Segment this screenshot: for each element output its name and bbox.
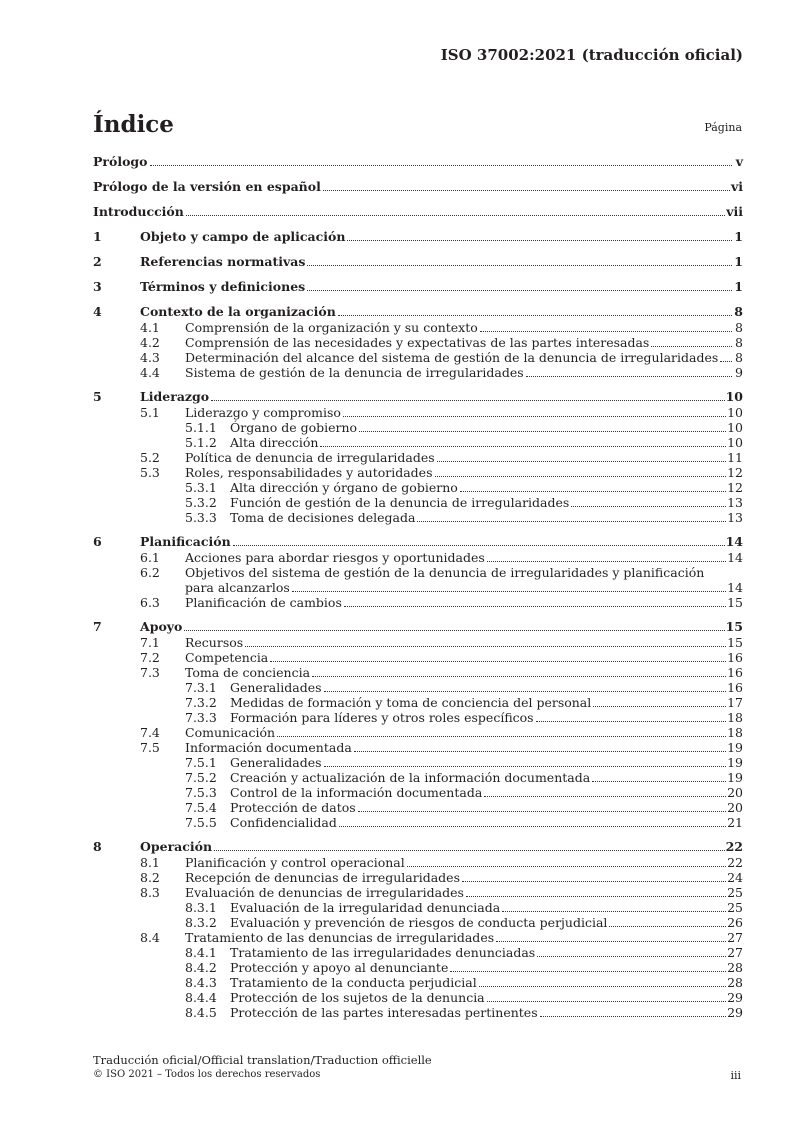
toc-leader-dots: [437, 450, 726, 462]
toc-entry[interactable]: [93, 304, 743, 320]
toc-leader-dots: [466, 885, 726, 897]
toc-entry-number: 8.4.3: [185, 975, 217, 990]
toc-entry[interactable]: [93, 885, 743, 900]
toc-entry-title: Órgano de gobierno: [230, 420, 358, 435]
toc-entry-title: Protección de las partes interesadas pertinentes: [230, 1005, 538, 1020]
toc-entry-number: 8.4.1: [185, 945, 217, 960]
toc-leader-dots: [347, 229, 732, 241]
toc-entry-number: 8.4.2: [185, 960, 217, 975]
toc-entry-page: 16: [727, 665, 743, 680]
toc-entry-page: 24: [727, 870, 743, 885]
toc-entry-title: Evaluación y prevención de riesgos de conducta perjudicial: [230, 915, 608, 930]
toc-entry[interactable]: [93, 179, 743, 195]
toc-entry-number: 2: [93, 254, 102, 269]
toc-entry-number: 8.3.1: [185, 900, 217, 915]
toc-entry-page: 1: [734, 279, 743, 294]
toc-leader-dots: [537, 945, 726, 957]
toc-entry-number: 5.3.1: [185, 480, 217, 495]
toc-entry-page: 25: [727, 900, 743, 915]
toc-entry-page: 10: [727, 420, 743, 435]
toc-entry-title: Planificación de cambios: [185, 595, 342, 610]
toc-entry[interactable]: [93, 650, 743, 665]
toc-entry-title: Introducción: [93, 204, 184, 219]
toc-entry[interactable]: [93, 665, 743, 680]
toc-entry-title: Tratamiento de la conducta perjudicial: [230, 975, 477, 990]
toc-entry[interactable]: [93, 800, 743, 815]
toc-entry-title: Formación para líderes y otros roles específicos: [230, 710, 534, 725]
toc-leader-dots: [323, 179, 730, 191]
toc-entry[interactable]: [93, 770, 743, 785]
toc-entry-number: 8.4: [140, 930, 160, 945]
toc-entry[interactable]: [93, 435, 743, 450]
toc-entry-title: Recursos: [185, 635, 244, 650]
toc-entry-title: Prólogo de la versión en español: [93, 179, 321, 194]
toc-entry-title: Roles, responsabilidades y autoridades: [185, 465, 433, 480]
toc-entry[interactable]: [93, 405, 743, 420]
toc-entry-number: 7: [93, 619, 102, 634]
toc-entry-title: Determinación del alcance del sistema de gestión de la denuncia de irregularidades: [185, 350, 719, 365]
toc-leader-dots: [480, 320, 732, 332]
toc-entry-number: 6: [93, 534, 102, 549]
toc-entry-page: 8: [734, 304, 743, 319]
toc-entry-title: Acciones para abordar riesgos y oportunidades: [185, 550, 485, 565]
toc-leader-dots: [479, 975, 726, 987]
toc-entry-title: Liderazgo y compromiso: [185, 405, 341, 420]
toc-entry-page: 15: [727, 635, 743, 650]
toc-leader-dots: [270, 650, 726, 662]
toc-entry-page: 1: [734, 254, 743, 269]
page-column-label: Página: [704, 121, 742, 134]
toc-entry[interactable]: [93, 695, 743, 710]
toc-leader-dots: [496, 930, 726, 942]
toc-entry-number: 7.3: [140, 665, 160, 680]
toc-entry[interactable]: [93, 975, 743, 990]
toc-entry[interactable]: [93, 870, 743, 885]
toc-entry-number: 7.3.3: [185, 710, 217, 725]
toc-leader-dots: [277, 725, 726, 737]
toc-entry-title: Términos y definiciones: [140, 279, 306, 294]
toc-entry-page: 11: [727, 450, 743, 465]
toc-entry-title: Objeto y campo de aplicación: [140, 229, 346, 244]
document-header: ISO 37002:2021 (traducción oficial): [440, 46, 743, 64]
toc-entry-title: Operación: [140, 839, 213, 854]
toc-leader-dots: [307, 279, 732, 291]
toc-entry-page: 19: [727, 755, 743, 770]
toc-leader-dots: [359, 420, 726, 432]
toc-entry[interactable]: [93, 990, 743, 1005]
toc-entry[interactable]: [93, 534, 743, 550]
toc-entry-title: Competencia: [185, 650, 269, 665]
toc-entry[interactable]: [93, 595, 743, 610]
toc-entry-number: 5.1.1: [185, 420, 217, 435]
toc-entry-number: 7.1: [140, 635, 160, 650]
toc-entry[interactable]: [93, 710, 743, 725]
toc-leader-dots: [338, 304, 732, 316]
toc-leader-dots: [593, 695, 726, 707]
toc-entry-page: 8: [733, 335, 743, 350]
toc-entry[interactable]: [93, 204, 743, 220]
toc-leader-dots: [358, 800, 726, 812]
toc-leader-dots: [343, 405, 726, 417]
page-title: Índice: [93, 111, 174, 138]
toc-entry[interactable]: [93, 335, 743, 350]
toc-leader-dots: [487, 550, 726, 562]
toc-entry-page: vii: [726, 204, 743, 219]
toc-leader-dots: [214, 839, 725, 851]
toc-entry-number: 8.4.5: [185, 1005, 217, 1020]
toc-entry-title: Protección de datos: [230, 800, 356, 815]
toc-entry[interactable]: [93, 365, 743, 380]
toc-entry[interactable]: [93, 465, 743, 480]
toc-entry-page: 1: [734, 229, 743, 244]
table-of-contents: [93, 154, 743, 1020]
toc-entry-number: 8.4.4: [185, 990, 217, 1005]
toc-entry-page: 10: [727, 405, 743, 420]
toc-entry[interactable]: [93, 580, 743, 595]
toc-entry-page: 9: [733, 365, 743, 380]
toc-entry[interactable]: [93, 680, 743, 695]
toc-entry-number: 8.3.2: [185, 915, 217, 930]
toc-entry-title: Recepción de denuncias de irregularidades: [185, 870, 460, 885]
toc-leader-dots: [320, 435, 726, 447]
toc-leader-dots: [502, 900, 726, 912]
toc-entry-number: 5.3: [140, 465, 160, 480]
toc-leader-dots: [592, 770, 726, 782]
toc-entry[interactable]: [93, 855, 743, 870]
toc-entry-number: 7.5.3: [185, 785, 217, 800]
toc-leader-dots: [407, 855, 726, 867]
toc-entry-number: 8.1: [140, 855, 160, 870]
toc-entry-page: 18: [727, 710, 743, 725]
toc-entry-page: 26: [727, 915, 743, 930]
toc-leader-dots: [462, 870, 726, 882]
toc-entry[interactable]: [93, 725, 743, 740]
toc-leader-dots: [245, 635, 726, 647]
toc-entry-page: 16: [727, 650, 743, 665]
toc-entry-number: 5.3.2: [185, 495, 217, 510]
toc-entry-number: 5.1.2: [185, 435, 217, 450]
toc-entry-number: 5.1: [140, 405, 160, 420]
toc-entry-title: Toma de decisiones delegada: [230, 510, 416, 525]
toc-entry-number: 3: [93, 279, 102, 294]
toc-entry[interactable]: [93, 350, 743, 365]
toc-leader-dots: [150, 154, 733, 166]
toc-entry-number: 4.4: [140, 365, 160, 380]
toc-entry-number: 5.3.3: [185, 510, 217, 525]
toc-entry-page: 8: [733, 350, 743, 365]
toc-leader-dots: [307, 254, 732, 266]
toc-leader-dots: [339, 815, 726, 827]
toc-leader-dots: [571, 495, 726, 507]
toc-leader-dots: [344, 595, 726, 607]
toc-entry[interactable]: [93, 785, 743, 800]
toc-entry-title: Función de gestión de la denuncia de irregularidades: [230, 495, 570, 510]
toc-entry-title: Política de denuncia de irregularidades: [185, 450, 435, 465]
toc-leader-dots: [324, 680, 727, 692]
toc-entry-page: 27: [727, 945, 743, 960]
toc-entry[interactable]: [93, 154, 743, 170]
toc-entry-number: 1: [93, 229, 102, 244]
toc-leader-dots: [536, 710, 726, 722]
toc-entry-title: Apoyo: [140, 619, 183, 634]
toc-entry-number: 7.5.5: [185, 815, 217, 830]
toc-entry-number: 4.2: [140, 335, 160, 350]
toc-entry-number: 7.3.1: [185, 680, 217, 695]
toc-entry-page: 20: [727, 785, 743, 800]
toc-entry[interactable]: [93, 1005, 743, 1020]
toc-entry[interactable]: [93, 930, 743, 945]
toc-entry-title: Prólogo: [93, 154, 148, 169]
toc-entry-page: vi: [730, 179, 743, 194]
toc-entry-page: 19: [727, 740, 743, 755]
toc-entry-title: Medidas de formación y toma de conciencia del personal: [230, 695, 592, 710]
toc-entry-page: 20: [727, 800, 743, 815]
toc-entry[interactable]: [93, 495, 743, 510]
toc-entry-page: 13: [727, 510, 743, 525]
toc-entry[interactable]: [93, 619, 743, 635]
toc-entry-number: 8.3: [140, 885, 160, 900]
toc-leader-dots: [435, 465, 727, 477]
toc-entry-page: 12: [727, 465, 743, 480]
toc-entry-number: 8.2: [140, 870, 160, 885]
toc-entry-page: 27: [727, 930, 743, 945]
toc-entry-number: 5: [93, 389, 102, 404]
toc-entry[interactable]: [93, 320, 743, 335]
toc-entry-title: Referencias normativas: [140, 254, 306, 269]
toc-entry-page: 29: [727, 1005, 743, 1020]
toc-leader-dots: [460, 480, 726, 492]
toc-entry-title: Comprensión de las necesidades y expectativas de las partes interesadas: [185, 335, 650, 350]
toc-entry-title: Planificación y control operacional: [185, 855, 405, 870]
page-number: iii: [730, 1069, 741, 1082]
toc-entry-title: Alta dirección y órgano de gobierno: [230, 480, 458, 495]
toc-entry-title: Contexto de la organización: [140, 304, 336, 319]
toc-entry-title: Evaluación de la irregularidad denunciada: [230, 900, 501, 915]
toc-entry[interactable]: [93, 389, 743, 405]
toc-entry-page: 25: [727, 885, 743, 900]
toc-entry-page: 8: [733, 320, 743, 335]
toc-entry-title: Creación y actualización de la información documentada: [230, 770, 591, 785]
toc-entry-number: 7.5.4: [185, 800, 217, 815]
toc-entry-page: 15: [727, 595, 743, 610]
toc-entry-page: 29: [727, 990, 743, 1005]
toc-entry-page: 22: [727, 855, 743, 870]
toc-entry-number: 5.2: [140, 450, 160, 465]
toc-entry-page: 10: [727, 435, 743, 450]
toc-entry[interactable]: [93, 279, 743, 295]
toc-entry-title: para alcanzarlos: [185, 580, 290, 595]
toc-entry-page: 17: [727, 695, 743, 710]
toc-entry-page: 14: [727, 550, 743, 565]
toc-entry-page: 19: [727, 770, 743, 785]
toc-entry-number: 4: [93, 304, 102, 319]
toc-entry-page: 13: [727, 495, 743, 510]
toc-entry-number: 6.2: [140, 565, 160, 580]
toc-entry-title: Comprensión de la organización y su contexto: [185, 320, 478, 335]
toc-leader-dots: [186, 204, 725, 216]
toc-entry-number: 4.1: [140, 320, 160, 335]
toc-entry-number: 7.3.2: [185, 695, 217, 710]
toc-entry-page: v: [733, 154, 743, 170]
toc-entry[interactable]: [93, 755, 743, 770]
toc-entry-title: Protección de los sujetos de la denuncia: [230, 990, 485, 1005]
toc-leader-dots: [312, 665, 726, 677]
toc-leader-dots: [651, 335, 732, 347]
toc-entry-title: Generalidades: [230, 755, 322, 770]
footer-translation: Traducción oficial/Official translation/Traduction officielle: [93, 1053, 432, 1067]
toc-entry[interactable]: [93, 915, 743, 930]
toc-entry-number: 6.3: [140, 595, 160, 610]
toc-entry-page: 28: [727, 960, 743, 975]
toc-entry-page: 21: [727, 815, 743, 830]
toc-leader-dots: [450, 960, 726, 972]
toc-entry-page: 10: [725, 389, 743, 404]
toc-entry[interactable]: [93, 254, 743, 270]
toc-entry-title: Planificación: [140, 534, 231, 549]
toc-entry[interactable]: [93, 229, 743, 245]
toc-leader-dots: [720, 350, 732, 362]
toc-entry-number: 8: [93, 839, 102, 854]
toc-entry-title: Información documentada: [185, 740, 352, 755]
toc-entry-title: Confidencialidad: [230, 815, 337, 830]
toc-entry-page: 18: [727, 725, 743, 740]
toc-leader-dots: [484, 785, 726, 797]
toc-entry-title: Alta dirección: [230, 435, 319, 450]
toc-entry-number: 7.4: [140, 725, 160, 740]
toc-entry[interactable]: [93, 839, 743, 855]
toc-entry-title: Sistema de gestión de la denuncia de irregularidades: [185, 365, 524, 380]
toc-entry-title: Toma de conciencia: [185, 665, 311, 680]
toc-entry-title: Objetivos del sistema de gestión de la denuncia de irregularidades y planificación: [185, 565, 705, 580]
toc-entry-title: Tratamiento de las denuncias de irregularidades: [185, 930, 495, 945]
toc-entry-title: Protección y apoyo al denunciante: [230, 960, 449, 975]
toc-entry-number: 7.5.1: [185, 755, 217, 770]
toc-entry-title: Comunicación: [185, 725, 276, 740]
toc-entry-title: Evaluación de denuncias de irregularidades: [185, 885, 464, 900]
toc-entry-number: 7.2: [140, 650, 160, 665]
toc-leader-dots: [609, 915, 726, 927]
toc-entry[interactable]: [93, 900, 743, 915]
toc-entry[interactable]: [93, 510, 743, 525]
toc-entry-number: 7.5: [140, 740, 160, 755]
toc-entry-page: 15: [725, 619, 743, 634]
toc-entry-title: Control de la información documentada: [230, 785, 483, 800]
toc-entry-page: 22: [725, 839, 743, 854]
toc-entry[interactable]: [93, 960, 743, 975]
toc-entry-page: 12: [727, 480, 743, 495]
toc-leader-dots: [324, 755, 727, 767]
toc-leader-dots: [292, 580, 726, 592]
footer-copyright: © ISO 2021 – Todos los derechos reservados: [93, 1069, 321, 1080]
toc-leader-dots: [184, 619, 724, 631]
toc-entry[interactable]: [93, 480, 743, 495]
toc-leader-dots: [354, 740, 726, 752]
toc-entry[interactable]: [93, 635, 743, 650]
toc-entry-page: 16: [727, 680, 743, 695]
toc-entry[interactable]: [93, 565, 743, 580]
toc-leader-dots: [526, 365, 732, 377]
toc-entry[interactable]: [93, 815, 743, 830]
toc-entry-page: 14: [727, 580, 743, 595]
toc-entry[interactable]: [93, 945, 743, 960]
toc-entry[interactable]: [93, 550, 743, 565]
toc-entry-page: 28: [727, 975, 743, 990]
toc-leader-dots: [233, 534, 725, 546]
toc-entry-number: 7.5.2: [185, 770, 217, 785]
toc-entry[interactable]: [93, 420, 743, 435]
toc-entry-title: Liderazgo: [140, 389, 210, 404]
toc-entry[interactable]: [93, 740, 743, 755]
toc-entry[interactable]: [93, 450, 743, 465]
toc-leader-dots: [487, 990, 726, 1002]
toc-entry-number: 6.1: [140, 550, 160, 565]
toc-leader-dots: [417, 510, 726, 522]
toc-entry-title: Generalidades: [230, 680, 322, 695]
toc-leader-dots: [540, 1005, 726, 1017]
toc-leader-dots: [211, 389, 725, 401]
toc-entry-page: 14: [725, 534, 743, 549]
toc-entry-title: Tratamiento de las irregularidades denunciadas: [230, 945, 536, 960]
toc-entry-number: 4.3: [140, 350, 160, 365]
